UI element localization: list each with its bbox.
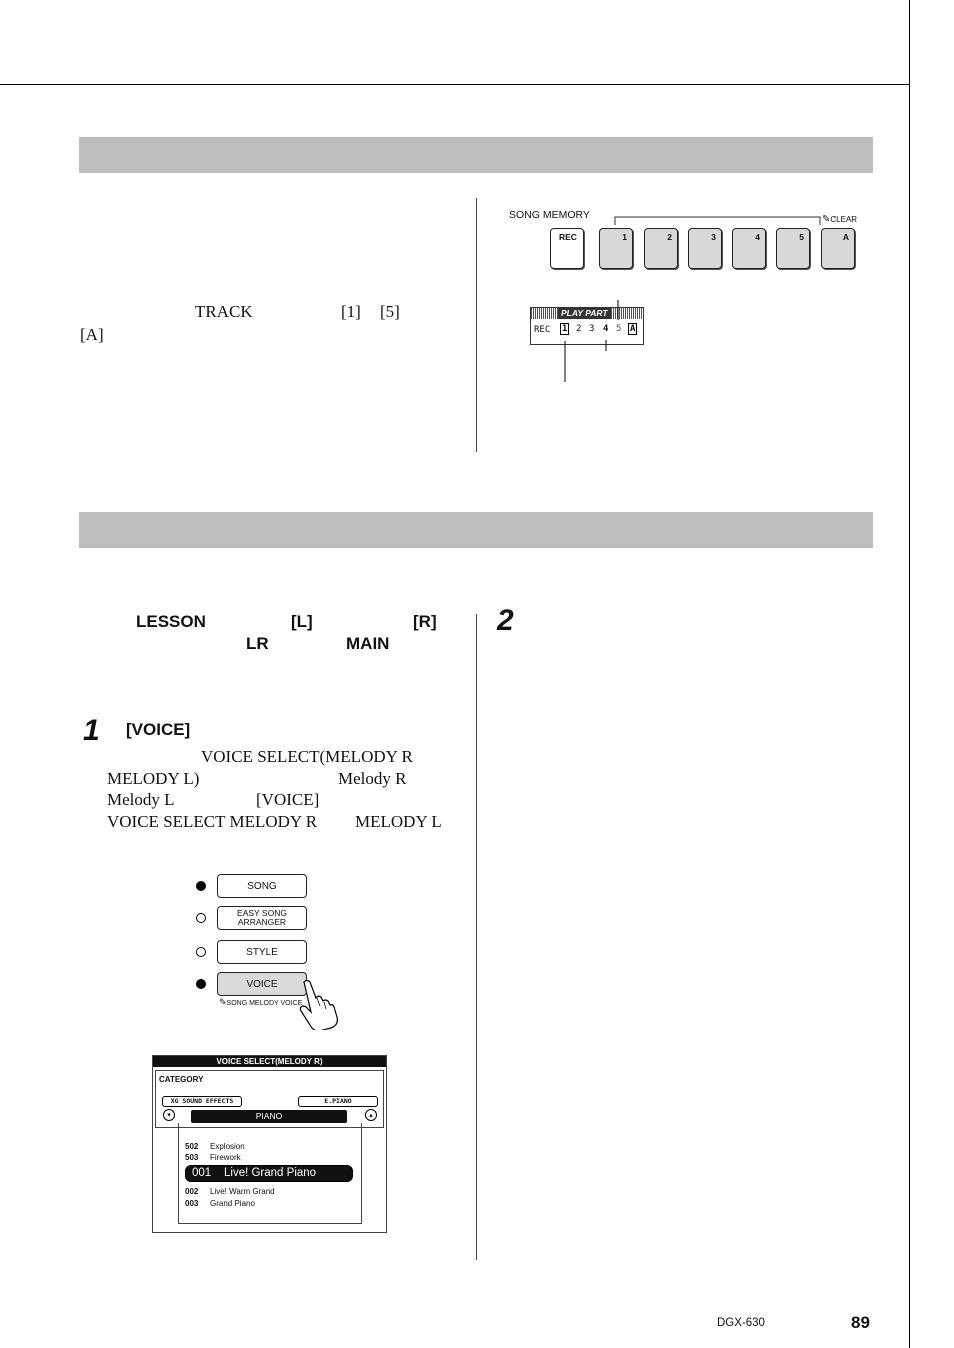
voice-number: 502 (185, 1142, 199, 1151)
voice-number: 001 (192, 1167, 212, 1179)
main-label: MAIN (346, 634, 390, 653)
song-led (196, 881, 206, 891)
step-1-heading: [VOICE] (126, 720, 191, 739)
category-label: CATEGORY (159, 1075, 204, 1084)
song-memory-track-3-button[interactable]: 3 (688, 228, 722, 269)
voice-name: Live! Grand Piano (224, 1167, 317, 1179)
category-up-icon: ▴ (365, 1109, 377, 1121)
style-button[interactable]: STYLE (217, 940, 307, 964)
easy-song-arranger-button[interactable]: EASY SONG ARRANGER (217, 906, 307, 930)
voice-number: 503 (185, 1153, 199, 1162)
voice-number: 003 (185, 1199, 199, 1208)
lcd-callout-lines (540, 295, 640, 385)
step-1-text-melody-l-3: MELODY L (355, 812, 442, 831)
song-memory-rec-button[interactable]: REC (550, 228, 584, 269)
voice-select-title: VOICE SELECT(MELODY R) (153, 1056, 386, 1067)
track-word: TRACK (195, 302, 253, 321)
pencil-icon: ✎ (822, 214, 831, 225)
voice-list-row-002 (185, 1187, 275, 1196)
section-heading-band-2 (79, 512, 873, 548)
pencil-icon: ✎ (219, 997, 227, 1007)
lcd-track-1: 1 (562, 324, 568, 334)
play-part-label: PLAY PART (558, 308, 611, 319)
step-1-text-melody-l-2: Melody L (107, 790, 175, 809)
step-1-text-voice-button: [VOICE] (256, 790, 320, 809)
track-button-1: [1] (341, 302, 361, 321)
voice-list-row-selected (185, 1165, 353, 1182)
step-2-number: 2 (497, 604, 514, 637)
voice-select-lcd (152, 1055, 387, 1233)
column-divider-1 (476, 198, 477, 452)
voice-name: Live! Warm Grand (210, 1187, 275, 1196)
voice-list-row-503 (185, 1153, 241, 1162)
column-divider-2 (476, 614, 477, 1260)
lr-label: LR (246, 634, 269, 653)
pointing-hand-icon (296, 978, 340, 1030)
voice-button[interactable]: VOICE (217, 972, 307, 996)
voice-name: Explosion (210, 1142, 245, 1151)
lcd-track-3: 3 (589, 324, 595, 334)
lcd-rec-label: REC (534, 325, 551, 335)
voice-name: Firework (210, 1153, 241, 1162)
lesson-label: LESSON (136, 612, 206, 631)
voice-list-row-502 (185, 1142, 245, 1151)
page-number: 89 (851, 1313, 870, 1332)
style-led (196, 947, 206, 957)
lcd-track-a: A (630, 324, 636, 334)
step-1-text-voice-select: VOICE SELECT(MELODY R (201, 747, 413, 766)
left-button-label: [L] (291, 612, 313, 631)
song-memory-title: SONG MEMORY (509, 209, 590, 221)
step-1-text-melody-l: MELODY L) (107, 769, 200, 788)
clear-label: ✎CLEAR (822, 214, 858, 225)
section-heading-band-1 (79, 137, 873, 173)
easy-song-arranger-led (196, 913, 206, 923)
song-button[interactable]: SONG (217, 874, 307, 898)
step-1-text-voice-select-r: VOICE SELECT MELODY R (107, 812, 318, 831)
lcd-track-2: 2 (576, 324, 582, 334)
song-memory-track-4-button[interactable]: 4 (732, 228, 766, 269)
voice-list-row-003 (185, 1199, 255, 1208)
song-memory-track-2-button[interactable]: 2 (644, 228, 678, 269)
track-button-a: [A] (80, 325, 104, 344)
next-category-box: E.PIANO (298, 1096, 378, 1107)
top-rule (0, 84, 910, 85)
prev-category-box: XG SOUND EFFECTS (162, 1096, 242, 1107)
voice-led (196, 979, 206, 989)
song-memory-track-5-button[interactable]: 5 (776, 228, 810, 269)
lcd-track-5: 5 (616, 324, 622, 334)
step-1-text-melody-r: Melody R (338, 769, 407, 788)
right-edge-rule (909, 0, 910, 1348)
voice-number: 002 (185, 1187, 199, 1196)
track-button-5: [5] (380, 302, 400, 321)
right-button-label: [R] (413, 612, 437, 631)
step-1-number: 1 (83, 714, 100, 747)
song-melody-voice-sublabel: ✎SONG MELODY VOICE (219, 997, 303, 1007)
footer-model: DGX-630 (717, 1317, 765, 1329)
voice-name: Grand Piano (210, 1199, 255, 1208)
current-category: PIANO (191, 1110, 347, 1123)
song-memory-track-a-button[interactable]: A (821, 228, 855, 269)
song-memory-track-1-button[interactable]: 1 (599, 228, 633, 269)
category-down-icon: ▾ (163, 1109, 175, 1121)
lcd-track-4: 4 (603, 324, 609, 334)
